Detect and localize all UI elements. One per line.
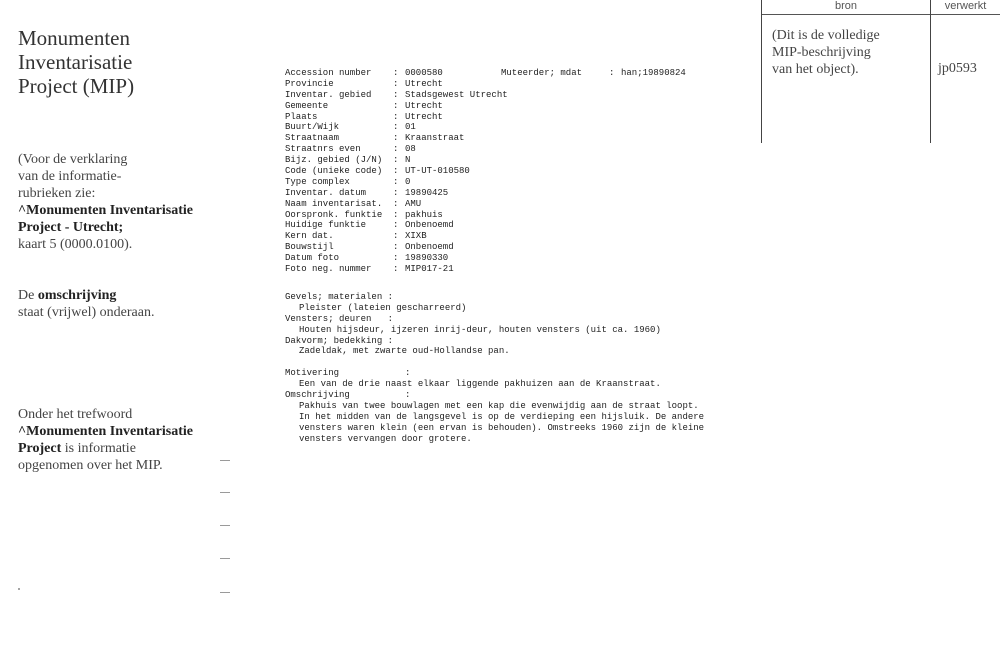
field-separator: : (393, 89, 399, 100)
field-separator: : (393, 253, 399, 264)
scan-mark (220, 592, 230, 593)
field-label: Gemeente (285, 100, 329, 111)
field-value: 19890425 (405, 187, 449, 198)
reference-link[interactable]: ^Monumenten Inventarisatie (18, 424, 193, 439)
field-separator: : (405, 390, 411, 401)
scan-mark (220, 525, 230, 526)
section-heading: Gevels; materialen : (285, 292, 394, 302)
note-line: van de informatie- (18, 169, 122, 184)
field-label: Inventar. gebied (285, 89, 372, 100)
field-value: Utrecht (405, 78, 443, 89)
muteerder-field (501, 68, 686, 79)
record-row (285, 253, 508, 264)
record-row (285, 101, 508, 112)
reference-link-cont[interactable]: Project - Utrecht; (18, 220, 124, 235)
heading-label: Motivering (285, 368, 340, 379)
verwerkt-cell: jp0593 (938, 61, 977, 76)
note-line: (Voor de verklaring (18, 152, 128, 167)
record-fields (285, 68, 686, 275)
page-title (18, 26, 218, 98)
field-value: 08 (405, 144, 416, 155)
field-value: Onbenoemd (405, 220, 454, 231)
field-separator: : (393, 122, 399, 133)
field-label: Straatnaam (285, 133, 340, 144)
record-row (285, 68, 508, 79)
field-value: UT-UT-010580 (405, 166, 470, 177)
field-separator: : (393, 220, 399, 231)
field-separator: : (609, 68, 615, 78)
trefwoord-note (18, 406, 228, 474)
record-row (285, 177, 508, 188)
section-heading: Vensters; deuren : (285, 313, 394, 324)
table-divider (761, 0, 762, 143)
scan-mark (220, 558, 230, 559)
section-body: Pleister (lateien gescharreerd) (299, 302, 467, 313)
field-separator: : (393, 187, 399, 198)
note-line: Onder het trefwoord (18, 407, 133, 422)
field-separator: : (393, 209, 399, 220)
table-divider (930, 0, 931, 143)
explanation-note (18, 151, 228, 253)
reference-link[interactable]: ^Monumenten Inventarisatie (18, 203, 193, 218)
record-row (285, 79, 508, 90)
section-body: Zadeldak, met zwarte oud-Hollandse pan. (299, 346, 510, 357)
field-label: Bouwstijl (285, 242, 334, 253)
bron-cell (772, 27, 922, 78)
record-row (285, 242, 508, 253)
field-label: Naam inventarisat. (285, 198, 383, 209)
motivering-heading (285, 368, 704, 379)
field-label: Accession number (285, 68, 372, 78)
description-sections (285, 292, 704, 445)
note-line: staat (vrijwel) onderaan. (18, 305, 155, 320)
field-label: Datum foto (285, 253, 340, 264)
note-line: opgenomen over het MIP. (18, 458, 163, 473)
field-list (285, 68, 508, 275)
field-label: Type complex (285, 176, 350, 187)
field-label: Huidige funktie (285, 220, 367, 231)
field-label: Inventar. datum (285, 187, 367, 198)
record-row (285, 231, 508, 242)
reference-link-cont[interactable]: Project (18, 441, 62, 456)
muteerder-value: han;19890824 (621, 68, 686, 78)
field-value: Onbenoemd (405, 242, 454, 253)
field-value: 0000580 (405, 68, 443, 78)
note-text: De (18, 288, 38, 303)
record-row (285, 90, 508, 101)
field-label: Foto neg. nummer (285, 264, 372, 275)
field-value: 19890330 (405, 253, 449, 264)
muteerder-label: Muteerder; mdat (501, 68, 583, 78)
motivering-body: Een van de drie naast elkaar liggende pakhuizen aan de Kraanstraat. (299, 379, 661, 390)
omschrijving-body: vensters waren klein (een ervan is behouden). Omstreeks 1960 zijn de kleine (299, 422, 705, 433)
field-separator: : (393, 264, 399, 275)
field-separator: : (393, 100, 399, 111)
field-separator: : (393, 166, 399, 177)
bron-line: (Dit is de volledige (772, 28, 880, 43)
field-separator: : (393, 155, 399, 166)
verwerkt-header: verwerkt (931, 0, 1000, 15)
field-label: Provincie (285, 78, 334, 89)
bron-line: MIP-beschrijving (772, 45, 871, 60)
note-bold: omschrijving (37, 288, 117, 303)
field-value: MIP017-21 (405, 264, 454, 275)
field-separator: : (393, 133, 399, 144)
field-label: Straatnrs even (285, 144, 361, 155)
field-separator: : (393, 144, 399, 155)
field-value: Stadsgewest Utrecht (405, 89, 508, 100)
field-label: Buurt/Wijk (285, 122, 340, 133)
field-label: Bijz. gebied (J/N) (285, 155, 383, 166)
field-separator: : (405, 368, 411, 379)
omschrijving-body: In het midden van de langsgevel is op de verdieping een hijsluik. De andere (299, 411, 705, 422)
section-heading: Dakvorm; bedekking : (285, 335, 394, 346)
field-value: N (405, 155, 411, 166)
field-separator: : (393, 78, 399, 89)
section-body: Houten hijsdeur, ijzeren inrij-deur, houten vensters (uit ca. 1960) (299, 324, 661, 335)
field-separator: : (393, 68, 399, 78)
omschrijving-heading (285, 390, 704, 401)
note-line: kaart 5 (0000.0100). (18, 237, 133, 252)
field-value: Kraanstraat (405, 133, 465, 144)
record-row (285, 210, 508, 221)
field-label: Code (unieke code) (285, 166, 383, 177)
omschrijving-note (18, 287, 228, 321)
omschrijving-body: vensters vervangen door grotere. (299, 433, 472, 444)
record-row (285, 188, 508, 199)
scan-dot (18, 588, 20, 590)
record-row (285, 264, 508, 275)
record-row (285, 155, 508, 166)
scan-mark (220, 492, 230, 493)
record-row (285, 112, 508, 123)
field-value: Utrecht (405, 111, 443, 122)
bron-line: van het object). (772, 62, 859, 77)
field-label: Plaats (285, 111, 318, 122)
field-value: 01 (405, 122, 416, 133)
field-separator: : (393, 242, 399, 253)
scan-mark (220, 460, 230, 461)
note-line: rubrieken zie: (18, 186, 96, 201)
title-line: Project (MIP) (18, 74, 135, 98)
bron-header: bron (762, 0, 930, 15)
record-row (285, 144, 508, 155)
record-row (285, 122, 508, 133)
omschrijving-body: Pakhuis van twee bouwlagen met een kap die evenwijdig aan de straat loopt. (299, 400, 699, 411)
record-row (285, 133, 508, 144)
field-separator: : (393, 198, 399, 209)
record-row (285, 166, 508, 177)
record-row (285, 220, 508, 231)
title-line: Inventarisatie (18, 50, 133, 74)
field-value: 0 (405, 176, 411, 187)
field-value: pakhuis (405, 209, 443, 220)
field-value: XIXB (405, 231, 427, 242)
record-row (285, 199, 508, 210)
field-label: Kern dat. (285, 231, 334, 242)
field-separator: : (393, 176, 399, 187)
field-label: Oorspronk. funktie (285, 209, 383, 220)
note-text: is informatie (61, 441, 136, 456)
field-value: AMU (405, 198, 422, 209)
field-value: Utrecht (405, 100, 443, 111)
field-separator: : (393, 111, 399, 122)
heading-label: Omschrijving (285, 390, 350, 401)
title-line: Monumenten (18, 26, 130, 50)
field-separator: : (393, 231, 399, 242)
